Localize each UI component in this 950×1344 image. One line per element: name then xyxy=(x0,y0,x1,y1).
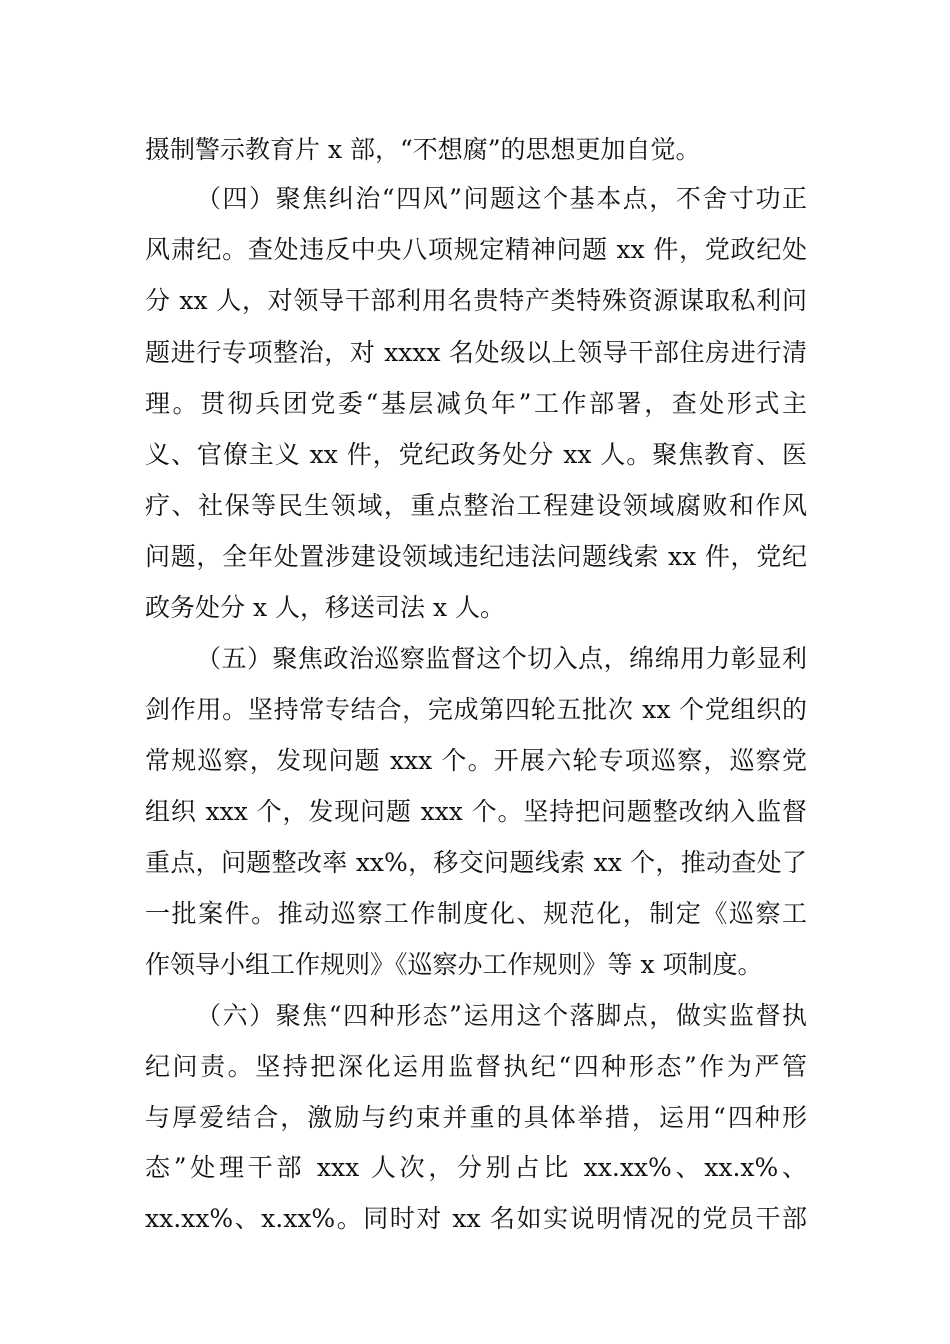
text-line: 重点，问题整改率 xx%，移交问题线索 xx 个，推动查处了 xyxy=(145,848,807,877)
paragraph-heading-line: （四）聚焦纠治“四风”问题这个基本点，不舍寸功正 xyxy=(196,184,807,213)
text-line: 风肃纪。查处违反中央八项规定精神问题 xx 件，党政纪处 xyxy=(145,235,807,264)
paragraph-heading-line: （五）聚焦政治巡察监督这个切入点，绵绵用力彰显利 xyxy=(196,644,807,673)
text-line: 作领导小组工作规则》《巡察办工作规则》等 x 项制度。 xyxy=(145,950,763,979)
text-line: 态”处理干部 xxx 人次，分别占比 xx.xx%、xx.x%、 xyxy=(145,1153,807,1182)
text-line: 摄制警示教育片 x 部，“不想腐”的思想更加自觉。 xyxy=(145,135,701,164)
text-line: xx.xx%、x.xx%。同时对 xx 名如实说明情况的党员干部 xyxy=(145,1204,807,1233)
text-line: 分 xx 人，对领导干部利用名贵特产类特殊资源谋取私利问 xyxy=(145,286,807,315)
text-line: 问题，全年处置涉建设领域违纪违法问题线索 xx 件，党纪 xyxy=(145,542,807,571)
text-line: 疗、社保等民生领域，重点整治工程建设领域腐败和作风 xyxy=(145,491,807,520)
text-line: 剑作用。坚持常专结合，完成第四轮五批次 xx 个党组织的 xyxy=(145,695,807,724)
text-line: 理。贯彻兵团党委“基层减负年”工作部署，查处形式主 xyxy=(145,389,807,418)
text-line: 组织 xxx 个，发现问题 xxx 个。坚持把问题整改纳入监督 xyxy=(145,797,807,826)
paragraph-heading-line: （六）聚焦“四种形态”运用这个落脚点，做实监督执 xyxy=(196,1001,807,1030)
text-line: 义、官僚主义 xx 件，党纪政务处分 xx 人。聚焦教育、医 xyxy=(145,440,807,469)
text-line: 常规巡察，发现问题 xxx 个。开展六轮专项巡察，巡察党 xyxy=(145,746,807,775)
text-line: 政务处分 x 人，移送司法 x 人。 xyxy=(145,593,505,622)
text-line: 与厚爱结合，激励与约束并重的具体举措，运用“四种形 xyxy=(145,1103,807,1132)
text-line: 一批案件。推动巡察工作制度化、规范化，制定《巡察工 xyxy=(145,899,807,928)
text-line: 题进行专项整治，对 xxxx 名处级以上领导干部住房进行清 xyxy=(145,338,807,367)
text-line: 纪问责。坚持把深化运用监督执纪“四种形态”作为严管 xyxy=(145,1052,807,1081)
